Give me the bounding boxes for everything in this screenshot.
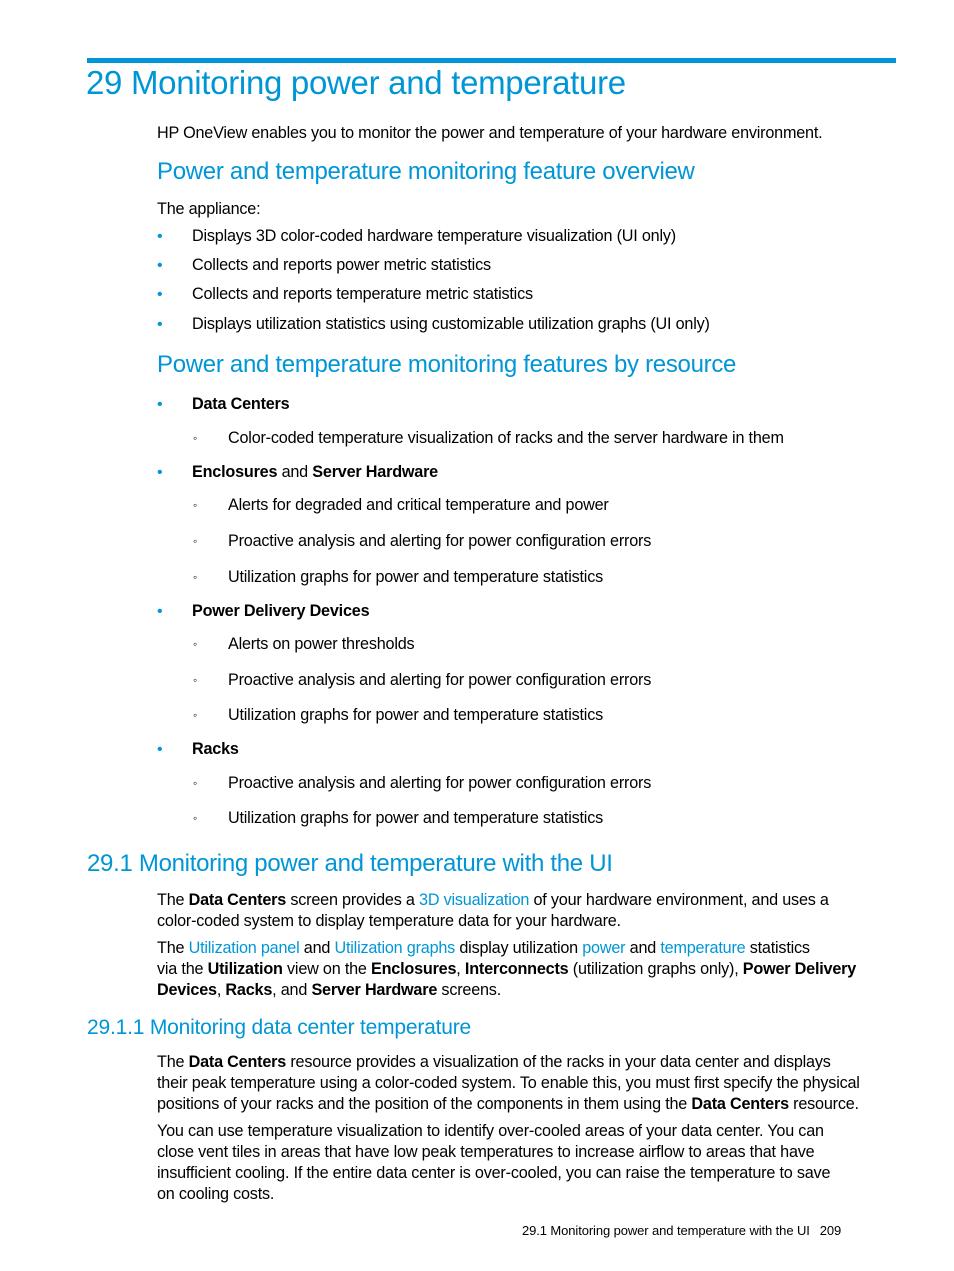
sub-bullet-icon: ◦ (193, 708, 198, 722)
bold-text: Racks (225, 981, 273, 999)
text: screen provides a (286, 891, 420, 909)
bold-text: Devices (157, 981, 217, 999)
text: positions of your racks and the position of the components in them using the (157, 1095, 692, 1113)
bullet-icon: • (157, 316, 163, 333)
text: screens. (437, 981, 501, 999)
paragraph-line (157, 1094, 859, 1115)
bold-text: Enclosures (371, 960, 457, 978)
link-power[interactable]: power (582, 939, 626, 957)
sub-bullet-icon: ◦ (193, 776, 198, 790)
page-footer (522, 1223, 841, 1238)
list-item: Collects and reports temperature metric statistics (192, 285, 533, 303)
sub-bullet-icon: ◦ (193, 673, 198, 687)
bullet-icon: • (157, 257, 163, 274)
list-item: Collects and reports power metric statistics (192, 256, 491, 274)
chapter-intro: HP OneView enables you to monitor the power and temperature of your hardware environment. (157, 124, 823, 142)
text: , (216, 981, 226, 999)
sub-bullet-icon: ◦ (193, 811, 198, 825)
sub-bullet-icon: ◦ (193, 534, 198, 548)
text: (utilization graphs only), (568, 960, 743, 978)
list-item: Displays utilization statistics using customizable utilization graphs (UI only) (192, 315, 710, 333)
sub-list-item: Utilization graphs for power and temperature statistics (228, 809, 603, 827)
footer-section-title: 29.1 Monitoring power and temperature with the UI (522, 1223, 810, 1238)
section-29-1-heading: 29.1 Monitoring power and temperature with the UI (87, 850, 613, 877)
chapter-top-rule (87, 58, 896, 63)
sub-list-item: Alerts for degraded and critical temperature and power (228, 496, 609, 514)
bold-text: Server Hardware (311, 981, 438, 999)
bullet-icon: • (157, 396, 163, 413)
text: , and (272, 981, 312, 999)
text: display utilization (455, 939, 583, 957)
sub-bullet-icon: ◦ (193, 570, 198, 584)
text: The (157, 939, 189, 957)
bold-text: Data Centers (188, 1053, 287, 1071)
paragraph-line: close vent tiles in areas that have low peak temperatures to increase airflow to areas that have (157, 1143, 815, 1161)
bold-text: Interconnects (464, 960, 569, 978)
list-item (192, 463, 438, 482)
resource-label: Racks (192, 740, 239, 758)
paragraph-line (157, 890, 829, 911)
section-29-1-1-heading: 29.1.1 Monitoring data center temperature (87, 1016, 472, 1039)
text: and (277, 463, 313, 481)
resource-label: Server Hardware (312, 463, 438, 481)
sub-list-item: Proactive analysis and alerting for power configuration errors (228, 671, 652, 689)
list-item (192, 602, 369, 621)
text: The (157, 1053, 189, 1071)
text: via the (157, 960, 208, 978)
bullet-icon: • (157, 603, 163, 620)
sub-bullet-icon: ◦ (193, 431, 198, 445)
resource-label: Data Centers (192, 395, 290, 413)
bold-text: Data Centers (188, 891, 287, 909)
by-resource-heading: Power and temperature monitoring features by resource (157, 351, 737, 378)
bullet-icon: • (157, 464, 163, 481)
paragraph-line (157, 938, 810, 959)
text: and (299, 939, 335, 957)
link-temperature[interactable]: temperature (660, 939, 746, 957)
paragraph-line (157, 980, 501, 1001)
sub-list-item: Color-coded temperature visualization of racks and the server hardware in them (228, 429, 784, 447)
paragraph-line: on cooling costs. (157, 1185, 275, 1203)
bullet-icon: • (157, 741, 163, 758)
text: of your hardware environment, and uses a (529, 891, 829, 909)
text: resource provides a visualization of the racks in your data center and displays (286, 1053, 831, 1071)
text: and (625, 939, 661, 957)
sub-list-item: Proactive analysis and alerting for power configuration errors (228, 532, 652, 550)
list-item (192, 740, 239, 759)
resource-label: Enclosures (192, 463, 278, 481)
list-item: Displays 3D color-coded hardware temperature visualization (UI only) (192, 227, 676, 245)
sub-list-item: Utilization graphs for power and temperature statistics (228, 568, 603, 586)
link-utilization-panel[interactable]: Utilization panel (188, 939, 300, 957)
overview-lead: The appliance: (157, 200, 261, 218)
page-number: 209 (819, 1223, 842, 1238)
paragraph-line: color-coded system to display temperature data for your hardware. (157, 912, 621, 930)
resource-label: Power Delivery Devices (192, 602, 370, 620)
text: The (157, 891, 189, 909)
bold-text: Utilization (207, 960, 283, 978)
text: view on the (282, 960, 372, 978)
paragraph-line: insufficient cooling. If the entire data center is over-cooled, you can raise the temperature to save (157, 1164, 831, 1182)
overview-heading: Power and temperature monitoring feature overview (157, 158, 695, 185)
link-3d-visualization[interactable]: 3D visualization (419, 891, 530, 909)
text: , (456, 960, 465, 978)
text: statistics (745, 939, 810, 957)
bullet-icon: • (157, 228, 163, 245)
chapter-title: 29 Monitoring power and temperature (86, 64, 626, 101)
paragraph-line: their peak temperature using a color-coded system. To enable this, you must first specify the physical (157, 1074, 860, 1092)
paragraph-line (157, 1052, 831, 1073)
sub-list-item: Proactive analysis and alerting for power configuration errors (228, 774, 652, 792)
bold-text: Power Delivery (742, 960, 857, 978)
sub-bullet-icon: ◦ (193, 637, 198, 651)
bullet-icon: • (157, 286, 163, 303)
sub-list-item: Utilization graphs for power and temperature statistics (228, 706, 603, 724)
list-item (192, 395, 289, 414)
paragraph-line (157, 959, 856, 980)
text: resource. (788, 1095, 859, 1113)
sub-bullet-icon: ◦ (193, 498, 198, 512)
paragraph-line: You can use temperature visualization to identify over-cooled areas of your data center. You can (157, 1122, 824, 1140)
sub-list-item: Alerts on power thresholds (228, 635, 415, 653)
link-utilization-graphs[interactable]: Utilization graphs (334, 939, 456, 957)
bold-text: Data Centers (691, 1095, 789, 1113)
